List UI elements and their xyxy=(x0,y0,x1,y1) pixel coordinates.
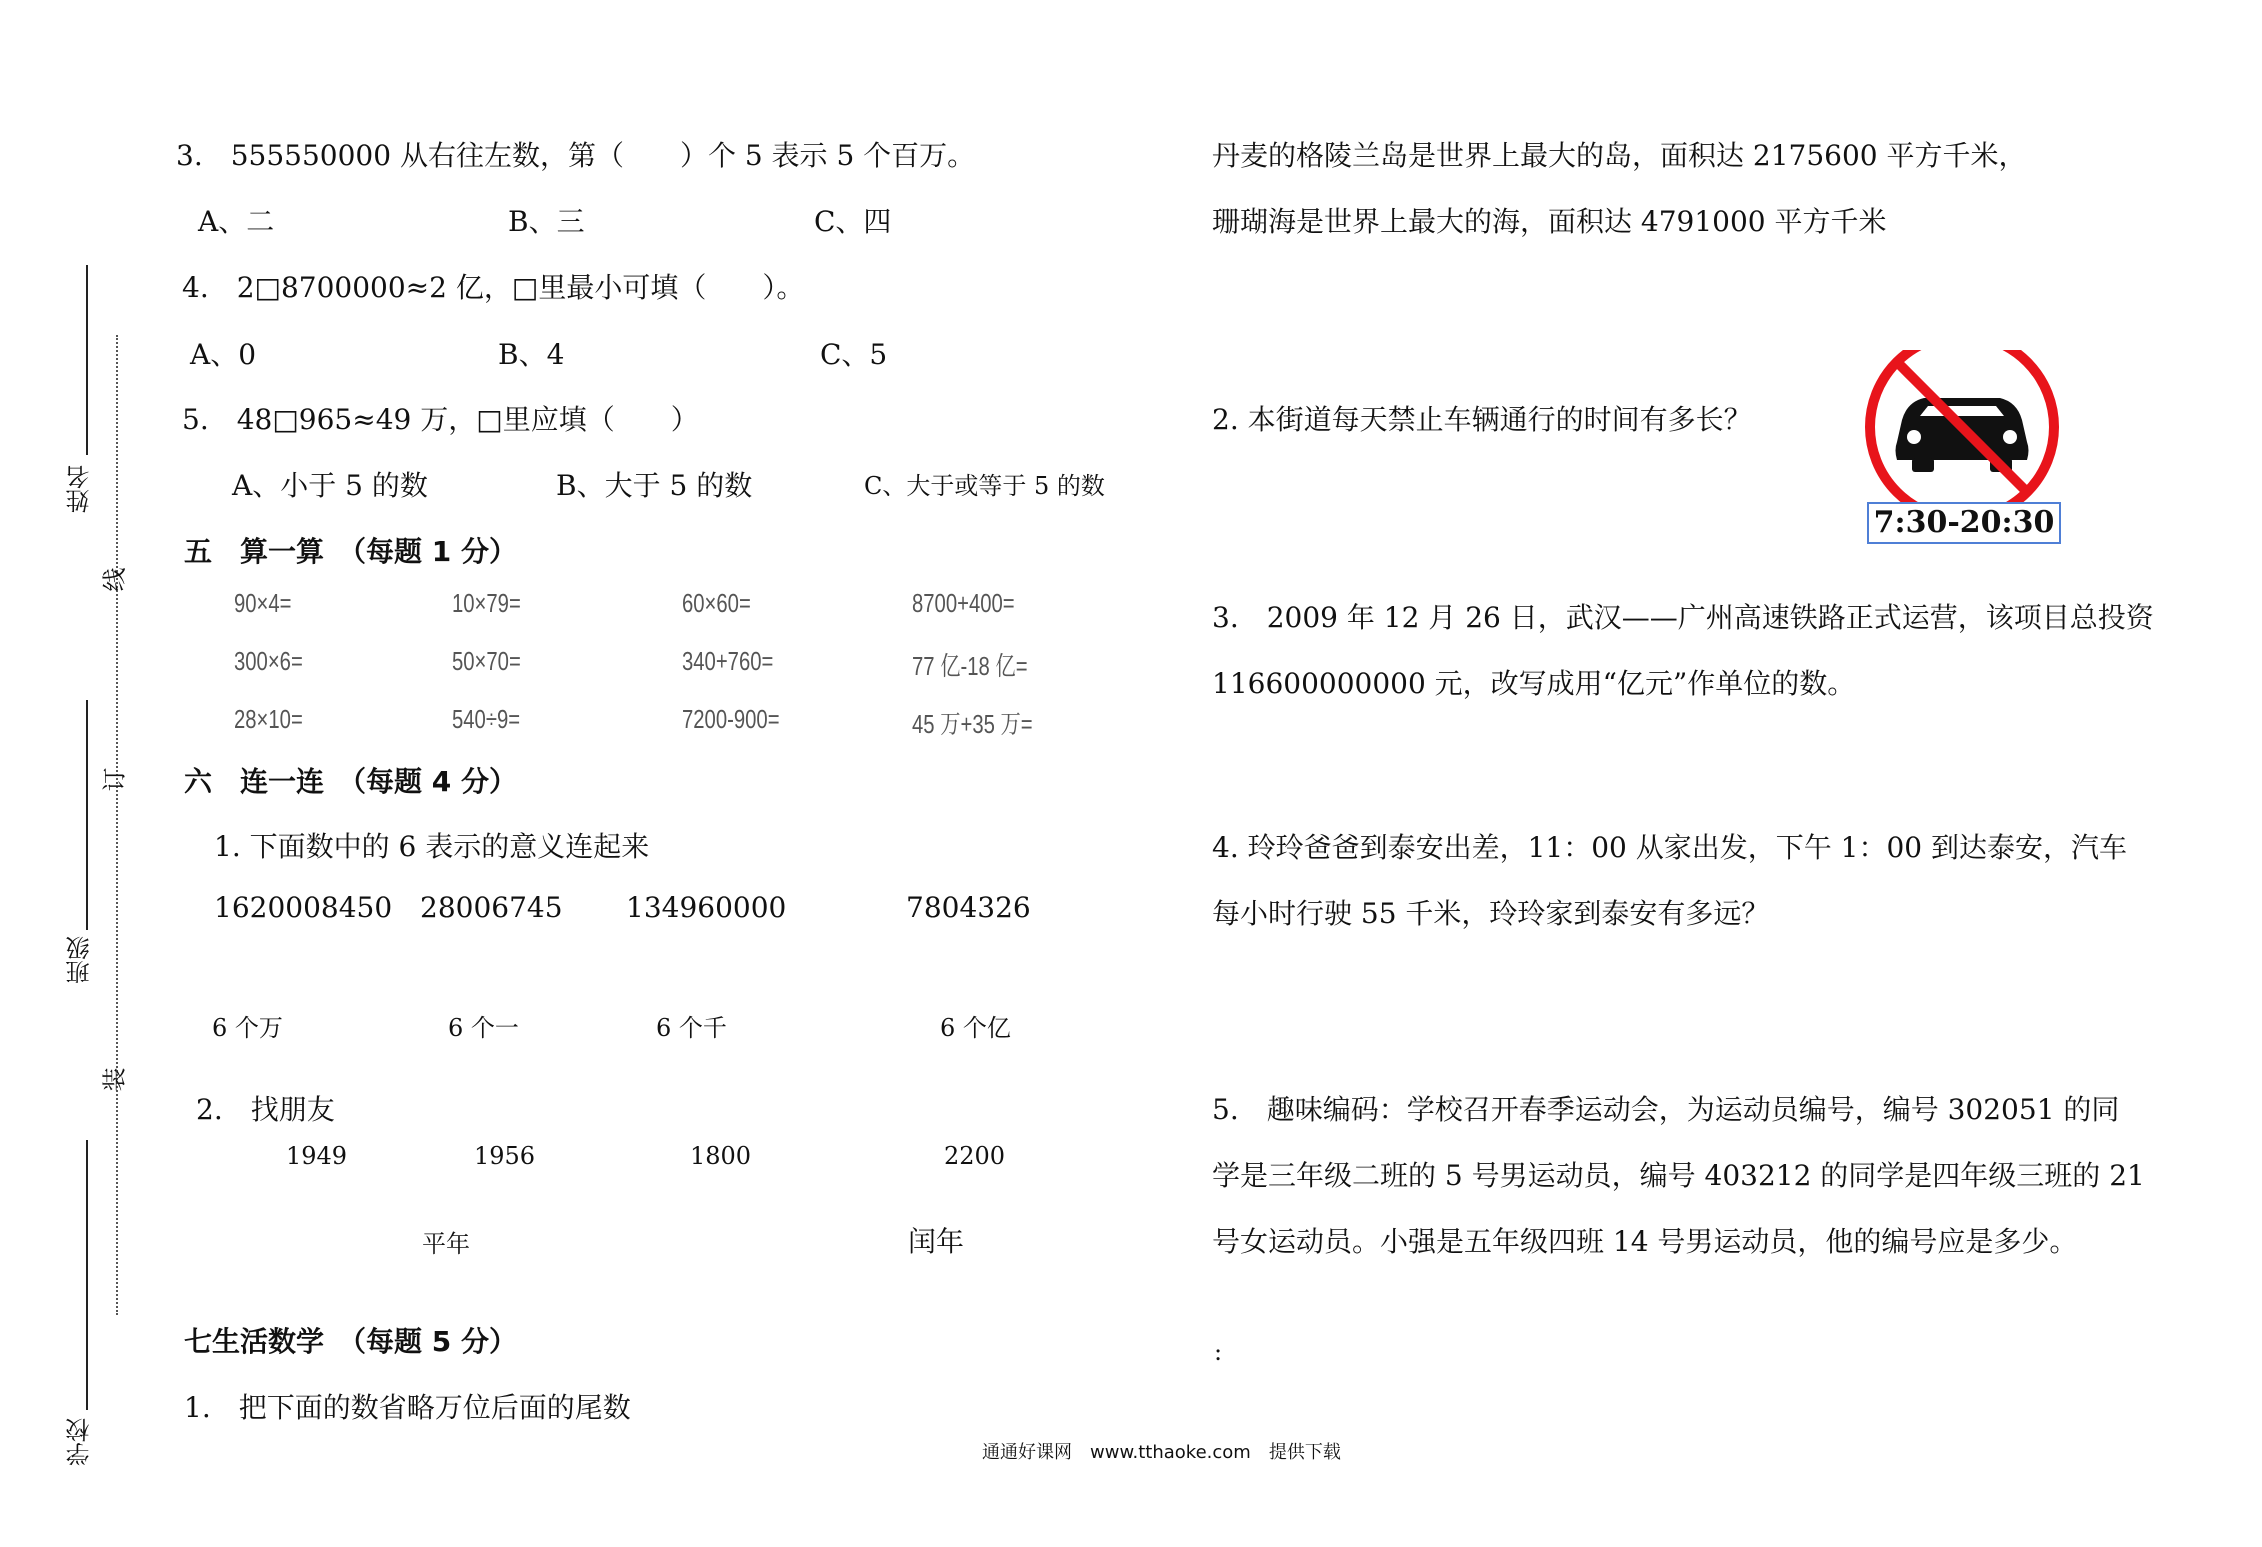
year-item: 1956 xyxy=(474,1142,536,1170)
q3-option-b: B、三 xyxy=(508,205,585,238)
right-question-5-line3: 号女运动员。小强是五年级四班 14 号男运动员，他的编号应是多少。 xyxy=(1212,1225,2078,1258)
calc-item: 50×70= xyxy=(452,646,521,676)
number-item: 1620008450 xyxy=(214,891,393,924)
school-blank-line xyxy=(86,1140,88,1410)
name-label: 姓名 xyxy=(66,465,94,513)
right-question-5-line2: 学是三年级二班的 5 号男运动员，编号 403212 的同学是四年级三班的 21 xyxy=(1212,1159,2145,1192)
calc-item: 60×60= xyxy=(682,588,751,618)
binding-dotted-line xyxy=(116,335,118,1315)
school-label: 学校 xyxy=(66,1418,94,1466)
q4-option-a: A、0 xyxy=(190,338,257,371)
q5-option-c: C、大于或等于 5 的数 xyxy=(864,472,1105,500)
right-question-3-line1: 3. 2009 年 12 月 26 日，武汉——广州高速铁路正式运营，该项目总投资 xyxy=(1212,601,2154,634)
year-item: 2200 xyxy=(944,1142,1006,1170)
section-6-q1: 1. 下面数中的 6 表示的意义连起来 xyxy=(214,830,650,863)
sea-line: 珊瑚海是世界上最大的海，面积达 4791000 平方千米 xyxy=(1212,205,1887,238)
calc-item: 90×4= xyxy=(234,588,292,618)
section-7-q1: 1. 把下面的数省略万位后面的尾数 xyxy=(184,1391,631,1424)
q3-option-a: A、二 xyxy=(198,205,275,238)
q5-option-b: B、大于 5 的数 xyxy=(556,469,753,502)
year-type-common: 平年 xyxy=(422,1230,470,1258)
year-item: 1949 xyxy=(286,1142,348,1170)
right-question-5-line1: 5. 趣味编码：学校召开春季运动会，为运动员编号，编号 302051 的同 xyxy=(1212,1093,2120,1126)
calc-item: 7200-900= xyxy=(682,704,780,734)
right-question-4-line2: 每小时行驶 55 千米，玲玲家到泰安有多远？ xyxy=(1212,897,1770,930)
name-blank-line xyxy=(86,265,88,455)
meaning-item: 6 个一 xyxy=(448,1014,519,1042)
number-item: 28006745 xyxy=(420,891,563,924)
question-5: 5. 48□965≈49 万，□里应填（ ） xyxy=(182,403,699,436)
section-6-q2: 2. 找朋友 xyxy=(196,1093,335,1126)
year-item: 1800 xyxy=(690,1142,752,1170)
bind-char-xian: 线 xyxy=(100,567,129,592)
sign-time-box: 7:30-20:30 xyxy=(1867,502,2061,544)
meaning-item: 6 个千 xyxy=(656,1014,727,1042)
year-type-leap: 闰年 xyxy=(908,1225,965,1258)
calc-item: 45 万+35 万= xyxy=(912,709,1033,739)
right-question-2: 2. 本街道每天禁止车辆通行的时间有多长？ xyxy=(1212,403,1752,436)
question-4: 4. 2□8700000≈2 亿，□里最小可填（ ）。 xyxy=(182,271,805,304)
right-question-3-line2: 116600000000 元，改写成用“亿元”作单位的数。 xyxy=(1212,667,1856,700)
bind-char-ding: 订 xyxy=(100,767,129,792)
bind-char-zhuang: 装 xyxy=(100,1067,129,1092)
calc-item: 300×6= xyxy=(234,646,303,676)
section-5-title: 五 算一算 （每题 1 分） xyxy=(184,535,517,568)
calc-item: 28×10= xyxy=(234,704,303,734)
meaning-item: 6 个万 xyxy=(212,1014,283,1042)
q3-option-c: C、四 xyxy=(814,205,892,238)
meaning-item: 6 个亿 xyxy=(940,1014,1011,1042)
footer-credit: 通通好课网 www.tthaoke.com 提供下载 xyxy=(982,1442,1341,1463)
q4-option-c: C、5 xyxy=(820,338,888,371)
calc-item: 8700+400= xyxy=(912,588,1015,618)
island-line: 丹麦的格陵兰岛是世界上最大的岛，面积达 2175600 平方千米， xyxy=(1212,139,2027,172)
q5-option-a: A、小于 5 的数 xyxy=(232,469,428,502)
calc-item: 10×79= xyxy=(452,588,521,618)
calc-item: 340+760= xyxy=(682,646,774,676)
number-item: 7804326 xyxy=(906,891,1031,924)
section-7-title: 七生活数学 （每题 5 分） xyxy=(184,1325,517,1358)
calc-item: 540÷9= xyxy=(452,704,521,734)
stray-colon: : xyxy=(1214,1338,1223,1366)
calc-item: 77 亿-18 亿= xyxy=(912,651,1028,681)
q4-option-b: B、4 xyxy=(498,338,565,371)
class-blank-line xyxy=(86,700,88,930)
question-3: 3. 555550000 从右往左数，第（ ）个 5 表示 5 个百万。 xyxy=(176,139,976,172)
number-item: 134960000 xyxy=(626,891,787,924)
no-car-icon xyxy=(1862,350,2062,510)
no-car-sign xyxy=(1862,350,2062,550)
right-question-4-line1: 4. 玲玲爸爸到泰安出差，11：00 从家出发，下午 1：00 到达泰安，汽车 xyxy=(1212,831,2128,864)
section-6-title: 六 连一连 （每题 4 分） xyxy=(184,765,517,798)
class-label: 班级 xyxy=(66,936,94,984)
